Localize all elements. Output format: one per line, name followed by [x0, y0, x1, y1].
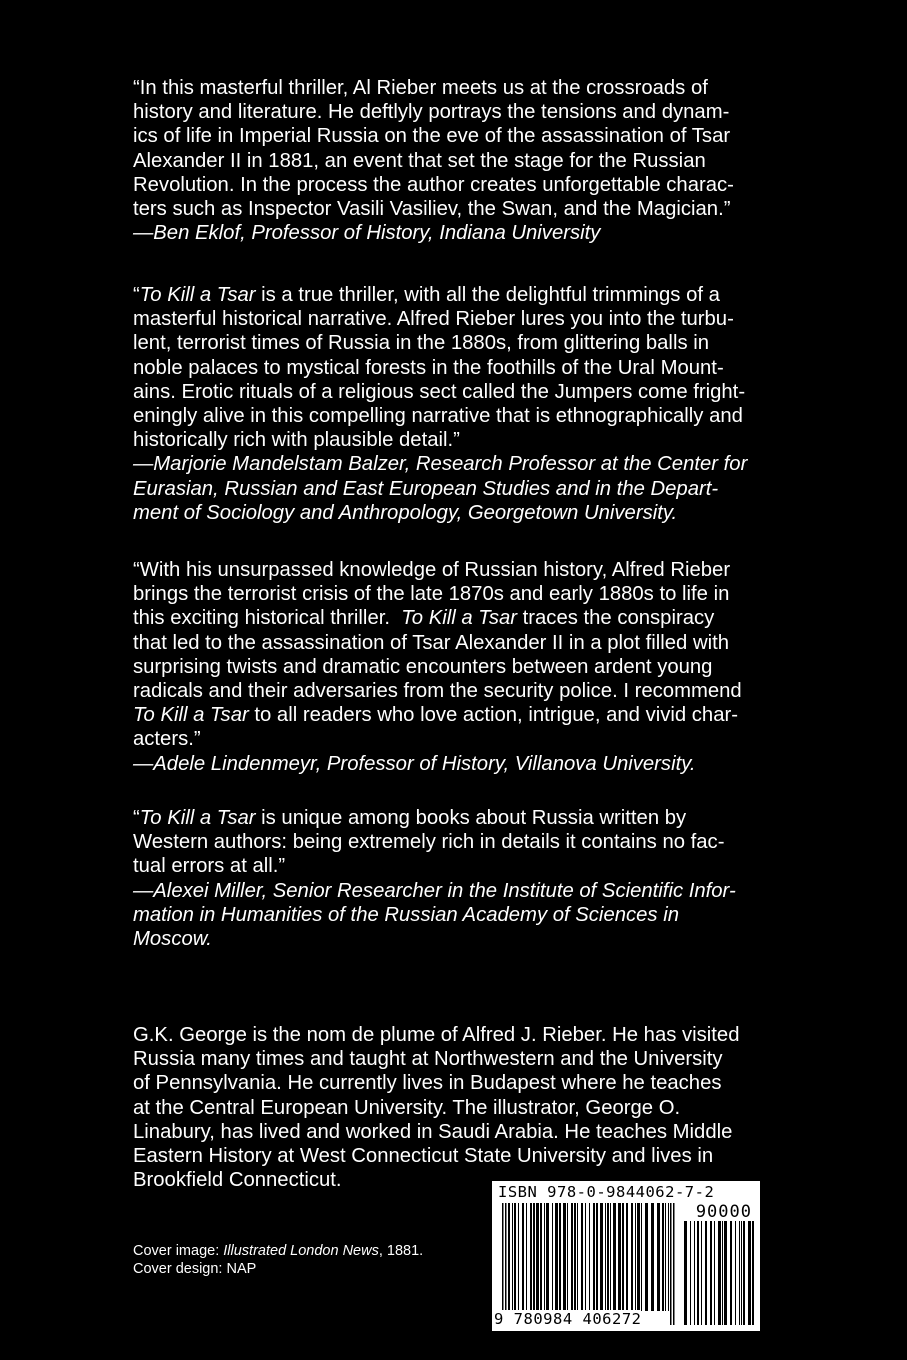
bio-line: of Pennsylvania. He currently lives in Budapest where he teaches — [133, 1072, 722, 1095]
barcode-bar — [626, 1203, 628, 1311]
review-3-attribution-text: Adele Lindenmeyr, Professor of History, Villanova University. — [153, 752, 696, 775]
review-2-attribution-text: Marjorie Mandelstam Balzer, Research Professor at the Center for — [153, 453, 748, 476]
barcode-bar — [518, 1203, 519, 1311]
review-4-attribution — [133, 879, 736, 903]
review-2-line — [133, 283, 747, 307]
barcode-bar — [536, 1203, 539, 1311]
barcode-bar — [610, 1203, 611, 1311]
barcode-bar — [563, 1203, 566, 1311]
dash: — — [133, 453, 154, 476]
cover-image-source: Illustrated London News — [223, 1243, 379, 1259]
barcode-bar — [593, 1203, 595, 1311]
review-1-line: ics of life in Imperial Russia on the eve of the assassination of Tsar — [133, 125, 731, 148]
price-code: 90000 — [695, 1202, 752, 1222]
barcode-bar — [730, 1221, 732, 1325]
barcode-bar — [722, 1221, 723, 1325]
review-4 — [133, 806, 736, 951]
review-1-line: Alexander II in 1881, an event that set the stage for the Russian — [133, 149, 706, 172]
cover-credits — [133, 1243, 423, 1278]
review-3-line — [133, 606, 742, 630]
review-3 — [133, 558, 742, 776]
barcode-bar — [502, 1203, 504, 1325]
barcode-bar — [701, 1221, 702, 1325]
barcode-bar — [555, 1203, 558, 1311]
barcode-bar — [641, 1203, 642, 1311]
barcode-bar — [571, 1203, 573, 1311]
isbn-label: ISBN 978-0-9844062-7-2 — [498, 1183, 715, 1201]
review-2-text: is a true thriller, with all the delightful trimmings of a — [255, 284, 720, 306]
dash: — — [133, 752, 154, 775]
review-4-line: Western authors: being extremely rich in details it contains no fac- — [133, 831, 725, 854]
barcode-bar — [637, 1203, 640, 1311]
barcode-bar — [533, 1203, 535, 1311]
review-3-line: radicals and their adversaries from the security police. I recommend — [133, 680, 742, 703]
bio-line: at the Central European University. The illustrator, George O. — [133, 1096, 681, 1119]
review-1-line: history and literature. He deftlyly portrays the tensions and dynam- — [133, 101, 730, 124]
barcode-bar — [665, 1203, 666, 1311]
barcode-bar — [514, 1203, 516, 1311]
cover-image-year: , 1881. — [378, 1243, 424, 1259]
barcode-bar — [596, 1203, 598, 1311]
review-3-attribution — [133, 752, 742, 776]
barcode-bar — [752, 1221, 754, 1325]
barcode-bar — [567, 1203, 568, 1311]
barcode-bar — [544, 1203, 545, 1311]
barcode-bar — [645, 1203, 648, 1311]
barcode-bar — [581, 1203, 583, 1311]
barcode-bar — [684, 1221, 687, 1325]
review-2-line: noble palaces to mystical forests in the foothills of the Ural Mount- — [133, 356, 724, 379]
ean-digits: 9 780984 406272 — [494, 1310, 642, 1328]
review-3-text: to all readers who love action, intrigue, and vivid char- — [248, 704, 738, 727]
bio-line: Russia many times and taught at Northwestern and the University — [133, 1048, 723, 1071]
barcode-bar — [574, 1203, 576, 1311]
review-1-attribution — [133, 221, 734, 245]
book-title: To Kill a Tsar — [401, 607, 517, 630]
isbn-barcode — [492, 1181, 760, 1331]
review-4-text: is unique among books about Russia written by — [255, 807, 687, 829]
barcode-bar — [710, 1221, 712, 1325]
barcode-bar — [605, 1203, 606, 1311]
review-3-line: that led to the assassination of Tsar Alexander II in a plot filled with — [133, 631, 730, 654]
barcode-bar — [714, 1221, 715, 1325]
barcode-bar — [540, 1203, 542, 1311]
review-1-line: “In this masterful thriller, Al Rieber meets us at the crossroads of — [133, 77, 708, 99]
barcode-bar — [607, 1203, 609, 1311]
barcode-bar — [662, 1203, 664, 1311]
cover-design-credit: Cover design: NAP — [133, 1260, 257, 1277]
barcode-bar — [748, 1221, 751, 1325]
barcode-bar — [526, 1203, 527, 1311]
review-2-line: lent, terrorist times of Russia in the 1880s, from glittering balls in — [133, 332, 710, 355]
barcode-bar — [512, 1203, 513, 1311]
review-3-text: traces the conspiracy — [517, 607, 715, 630]
barcode-bar — [635, 1203, 636, 1311]
review-3-line: brings the terrorist crisis of the late 1870s and early 1880s to life in — [133, 583, 730, 606]
book-title: To Kill a Tsar — [139, 807, 256, 829]
barcode-bar — [613, 1203, 616, 1311]
review-3-text: this exciting historical thriller. — [133, 607, 402, 630]
bio-line: Brookfield Connecticut. — [133, 1169, 342, 1192]
review-4-attribution-line: Moscow. — [133, 928, 212, 951]
barcode-bar — [559, 1203, 561, 1311]
bio-line: G.K. George is the nom de plume of Alfred J. Rieber. He has visited — [133, 1024, 740, 1046]
barcode-bar — [651, 1203, 654, 1311]
dash: — — [133, 879, 154, 902]
barcode-bar — [552, 1203, 553, 1311]
barcode-bar — [657, 1203, 660, 1311]
barcode-bar — [546, 1203, 549, 1311]
barcode-bar — [522, 1203, 524, 1311]
review-3-line: acters.” — [133, 728, 201, 751]
barcode-bar — [530, 1203, 532, 1311]
barcode-bar — [577, 1203, 578, 1311]
review-4-attribution-line: mation in Humanities of the Russian Academy of Sciences in — [133, 903, 679, 926]
review-2-line: ains. Erotic rituals of a religious sect called the Jumpers come fright- — [133, 380, 746, 403]
review-4-line: tual errors at all.” — [133, 855, 286, 878]
book-title: To Kill a Tsar — [133, 704, 249, 727]
review-2-line: historically rich with plausible detail.” — [133, 429, 460, 452]
book-title: To Kill a Tsar — [139, 284, 256, 306]
barcode-bar — [724, 1221, 727, 1325]
barcode-bar — [589, 1203, 590, 1311]
review-3-line — [133, 703, 742, 727]
open-quote: “ — [133, 807, 140, 829]
review-1-line: Revolution. In the process the author creates unforgettable charac- — [133, 173, 734, 196]
review-2-line: eningly alive in this compelling narrative that is ethnographically and — [133, 405, 743, 428]
barcode-bar — [690, 1221, 691, 1325]
review-1-attribution-text: Ben Eklof, Professor of History, Indiana University — [153, 222, 601, 245]
review-3-line: “With his unsurpassed knowledge of Russian history, Alfred Rieber — [133, 559, 731, 581]
barcode-bar — [505, 1203, 507, 1325]
barcode-bar — [718, 1221, 721, 1325]
barcode-bar — [741, 1221, 742, 1325]
cover-image-label: Cover image: — [133, 1243, 224, 1259]
barcode-bar — [739, 1221, 740, 1325]
barcode-bar — [600, 1203, 603, 1311]
review-4-line — [133, 806, 736, 830]
review-3-line: surprising twists and dramatic encounters between ardent young — [133, 655, 713, 678]
barcode-bar — [670, 1203, 672, 1325]
barcode-bar — [705, 1221, 707, 1325]
barcode-bar — [618, 1203, 621, 1311]
bio-line: Linabury, has lived and worked in Saudi Arabia. He teaches Middle — [133, 1120, 733, 1143]
cover-image-credit — [133, 1243, 423, 1261]
barcode-bar — [694, 1221, 695, 1325]
barcode-bar — [697, 1221, 699, 1325]
barcode-bar — [735, 1221, 736, 1325]
barcode-bar — [585, 1203, 586, 1325]
barcode-bar — [508, 1203, 510, 1311]
review-2-line: masterful historical narrative. Alfred Rieber lures you into the turbu- — [133, 308, 734, 331]
dash: — — [133, 222, 154, 245]
barcode-bar — [668, 1203, 669, 1311]
review-2-attribution-line: Eurasian, Russian and East European Studies and in the Depart- — [133, 477, 719, 500]
review-2-attribution — [133, 452, 747, 476]
barcode-bar — [743, 1221, 745, 1325]
bio-line: Eastern History at West Connecticut State University and lives in — [133, 1145, 714, 1168]
barcode-bar — [622, 1203, 624, 1311]
review-2-attribution-line: ment of Sociology and Anthropology, Georgetown University. — [133, 501, 678, 524]
review-2 — [133, 283, 747, 525]
barcode-bar — [631, 1203, 633, 1311]
review-1 — [133, 76, 734, 245]
author-bio — [133, 1023, 740, 1192]
review-4-attribution-text: Alexei Miller, Senior Researcher in the Institute of Scientific Infor- — [153, 879, 736, 902]
barcode-bar — [673, 1203, 675, 1325]
open-quote: “ — [133, 284, 140, 306]
review-1-line: ters such as Inspector Vasili Vasiliev, the Swan, and the Magician.” — [133, 198, 731, 221]
